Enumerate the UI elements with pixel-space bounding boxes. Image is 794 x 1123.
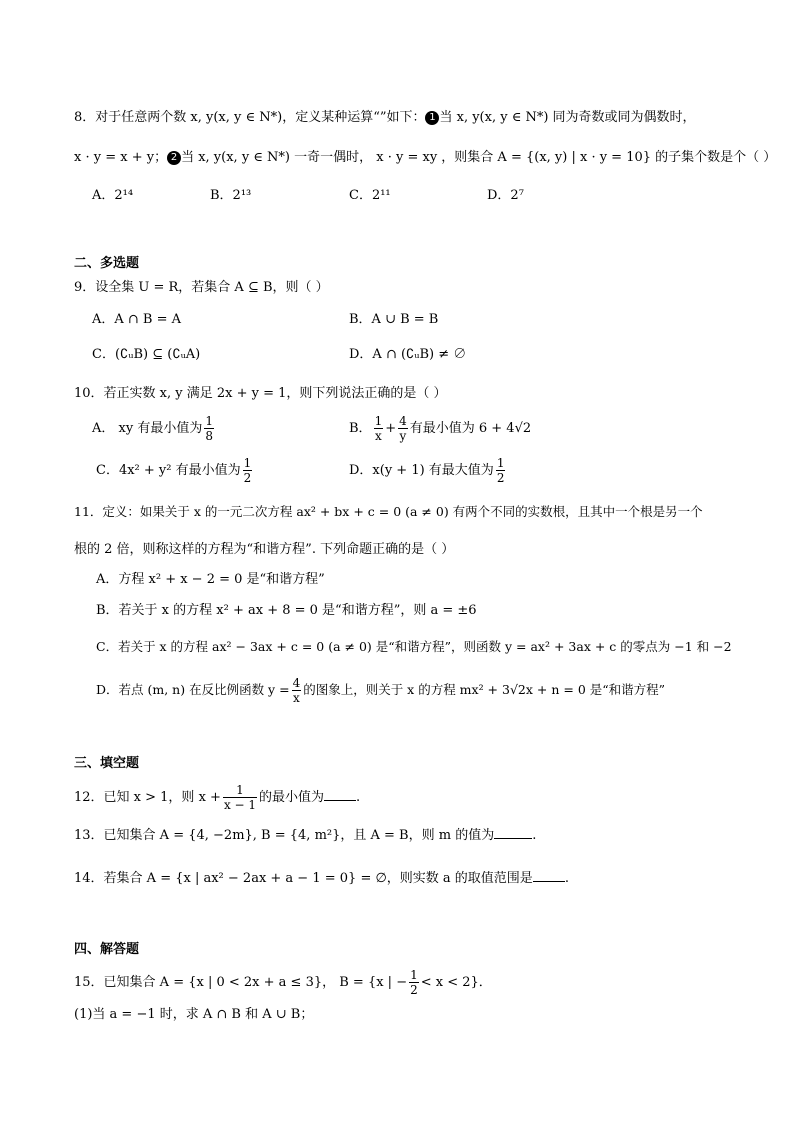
- q15-sub1: (1)当 a = −1 时，求 A ∩ B 和 A ∪ B；: [74, 1007, 314, 1022]
- q8-line1-text: 8．对于任意两个数 x, y(x, y ∈ N*)，定义某种运算“”如下：: [74, 110, 426, 125]
- q13: [74, 826, 536, 846]
- fraction-denominator: 2: [243, 471, 252, 485]
- answer-blank[interactable]: [533, 869, 565, 882]
- q13-period: .: [532, 828, 537, 843]
- q8-line2-text-a: x · y = x + y；: [74, 150, 168, 165]
- fraction: [204, 414, 214, 443]
- answer-blank[interactable]: [324, 788, 356, 801]
- q10-option-a: [92, 414, 216, 443]
- q11-option-a: A．方程 x² + x − 2 = 0 是“和谐方程”: [96, 572, 325, 587]
- q11-option-b: B．若关于 x 的方程 x² + ax + 8 = 0 是“和谐方程”，则 a = ±6: [96, 603, 477, 618]
- q8-option-c: C．2¹¹: [349, 188, 391, 203]
- fraction: [374, 414, 384, 443]
- q8-option-d: D．2⁷: [487, 188, 524, 203]
- fraction-denominator: 2: [410, 983, 418, 997]
- fraction: [496, 456, 506, 485]
- q12-period: .: [356, 790, 361, 805]
- section-title-fill-blank: 三、填空题: [74, 756, 140, 771]
- fraction: [292, 676, 302, 705]
- q10-option-a-text: A． xy 有最小值为: [92, 421, 203, 436]
- q14: [74, 869, 569, 889]
- fraction-denominator: 8: [205, 429, 213, 443]
- q8-line2-text-b: 当 x, y(x, y ∈ N*) 一奇一偶时， x · y = xy ，则集合 A = {(x, y) | x · y = 10} 的子集个数是个（ ）: [181, 150, 777, 165]
- section-title-multi-choice: 二、多选题: [74, 256, 140, 271]
- fraction: [398, 414, 408, 443]
- q8-line1: [74, 108, 696, 128]
- q10-option-b-text: 有最小值为 6 + 4√2: [409, 421, 532, 436]
- q8-line2: [74, 148, 776, 168]
- q9-option-d: D．A ∩ (∁ᵤB) ≠ ∅: [349, 347, 467, 362]
- q12: [74, 783, 360, 812]
- q10-stem: 10．若正实数 x, y 满足 2x + y = 1，则下列说法正确的是（ ）: [74, 386, 447, 401]
- fraction: [409, 968, 419, 997]
- section-title-solution: 四、解答题: [74, 942, 140, 957]
- q10-option-c-text: C．4x² + y² 有最小值为: [96, 463, 241, 478]
- q14-text: 14．若集合 A = {x | ax² − 2ax + a − 1 = 0} = ∅，则实数 a 的取值范围是: [74, 871, 533, 886]
- q8-option-b: B．2¹³: [210, 188, 252, 203]
- fraction-denominator: 2: [496, 471, 505, 485]
- q15-stem: [74, 968, 492, 997]
- q11-option-d: [96, 676, 665, 705]
- q14-period: .: [564, 871, 569, 886]
- circled-number-2: 2: [167, 151, 181, 165]
- circled-number-1: 1: [425, 111, 439, 125]
- fraction-numerator: 1: [223, 783, 257, 798]
- q10-option-d-text: D．x(y + 1) 有最大值为: [349, 463, 494, 478]
- fraction-denominator: x: [292, 691, 300, 705]
- q11-option-c: C．若关于 x 的方程 ax² − 3ax + c = 0 (a ≠ 0) 是“和谐方程”，则函数 y = ax² + 3ax + c 的零点为 −1 和 −2: [96, 639, 732, 654]
- q9-option-b: B．A ∪ B = B: [349, 312, 439, 327]
- q11-line2: 根的 2 倍，则称这样的方程为“和谐方程”. 下列命题正确的是（ ）: [74, 542, 455, 557]
- fraction-denominator: x − 1: [223, 798, 257, 812]
- fraction-numerator: 4: [292, 676, 301, 690]
- q9-option-c: C．(∁ᵤB) ⊆ (∁ᵤA): [92, 347, 201, 362]
- q10-option-b: B． $\frac{1}{x}$ + $\frac{4}{y}$ 有最小值为 6 + 4√2: [349, 414, 532, 443]
- fraction-denominator: y: [399, 429, 407, 443]
- fraction-numerator: 1: [205, 414, 213, 428]
- q11-option-d-text-b: 的图象上，则关于 x 的方程 mx² + 3√2x + n = 0 是“和谐方程”: [303, 682, 666, 697]
- q10-option-c: [96, 456, 254, 485]
- answer-blank[interactable]: [494, 826, 532, 839]
- q8-line1-text-b: 当 x, y(x, y ∈ N*) 同为奇数或同为偶数时，: [439, 110, 696, 125]
- q13-text: 13．已知集合 A = {4, −2m}, B = {4, m²}，且 A = B，则 m 的值为: [74, 828, 495, 843]
- q11-option-d-text-a: D．若点 (m, n) 在反比例函数 y =: [96, 682, 290, 697]
- q10-option-d: [349, 456, 507, 485]
- q10-option-b-label: B．: [349, 421, 372, 436]
- q8-option-a: A．2¹⁴: [92, 188, 134, 203]
- q9-stem: 9．设全集 U = R，若集合 A ⊆ B，则（ ）: [74, 280, 329, 295]
- fraction-denominator: x: [374, 429, 382, 443]
- fraction-numerator: 1: [496, 456, 505, 470]
- fraction-numerator: 1: [410, 968, 418, 982]
- fraction-numerator: 1: [243, 456, 252, 470]
- q12-text-a: 12．已知 x > 1，则 x +: [74, 790, 221, 805]
- fraction-numerator: 4: [399, 414, 407, 428]
- fraction: [243, 456, 253, 485]
- fraction-numerator: 1: [374, 414, 383, 428]
- q15-text-b: < x < 2}．: [420, 975, 492, 990]
- q15-text-a: 15．已知集合 A = {x | 0 < 2x + a ≤ 3}， B = {x | −: [74, 975, 408, 990]
- fraction: [223, 783, 257, 812]
- q11-line1: 11．定义：如果关于 x 的一元二次方程 ax² + bx + c = 0 (a ≠ 0) 有两个不同的实数根，且其中一个根是另一个: [74, 504, 703, 519]
- q12-text-b: 的最小值为: [259, 790, 325, 805]
- q9-option-a: A．A ∩ B = A: [92, 312, 182, 327]
